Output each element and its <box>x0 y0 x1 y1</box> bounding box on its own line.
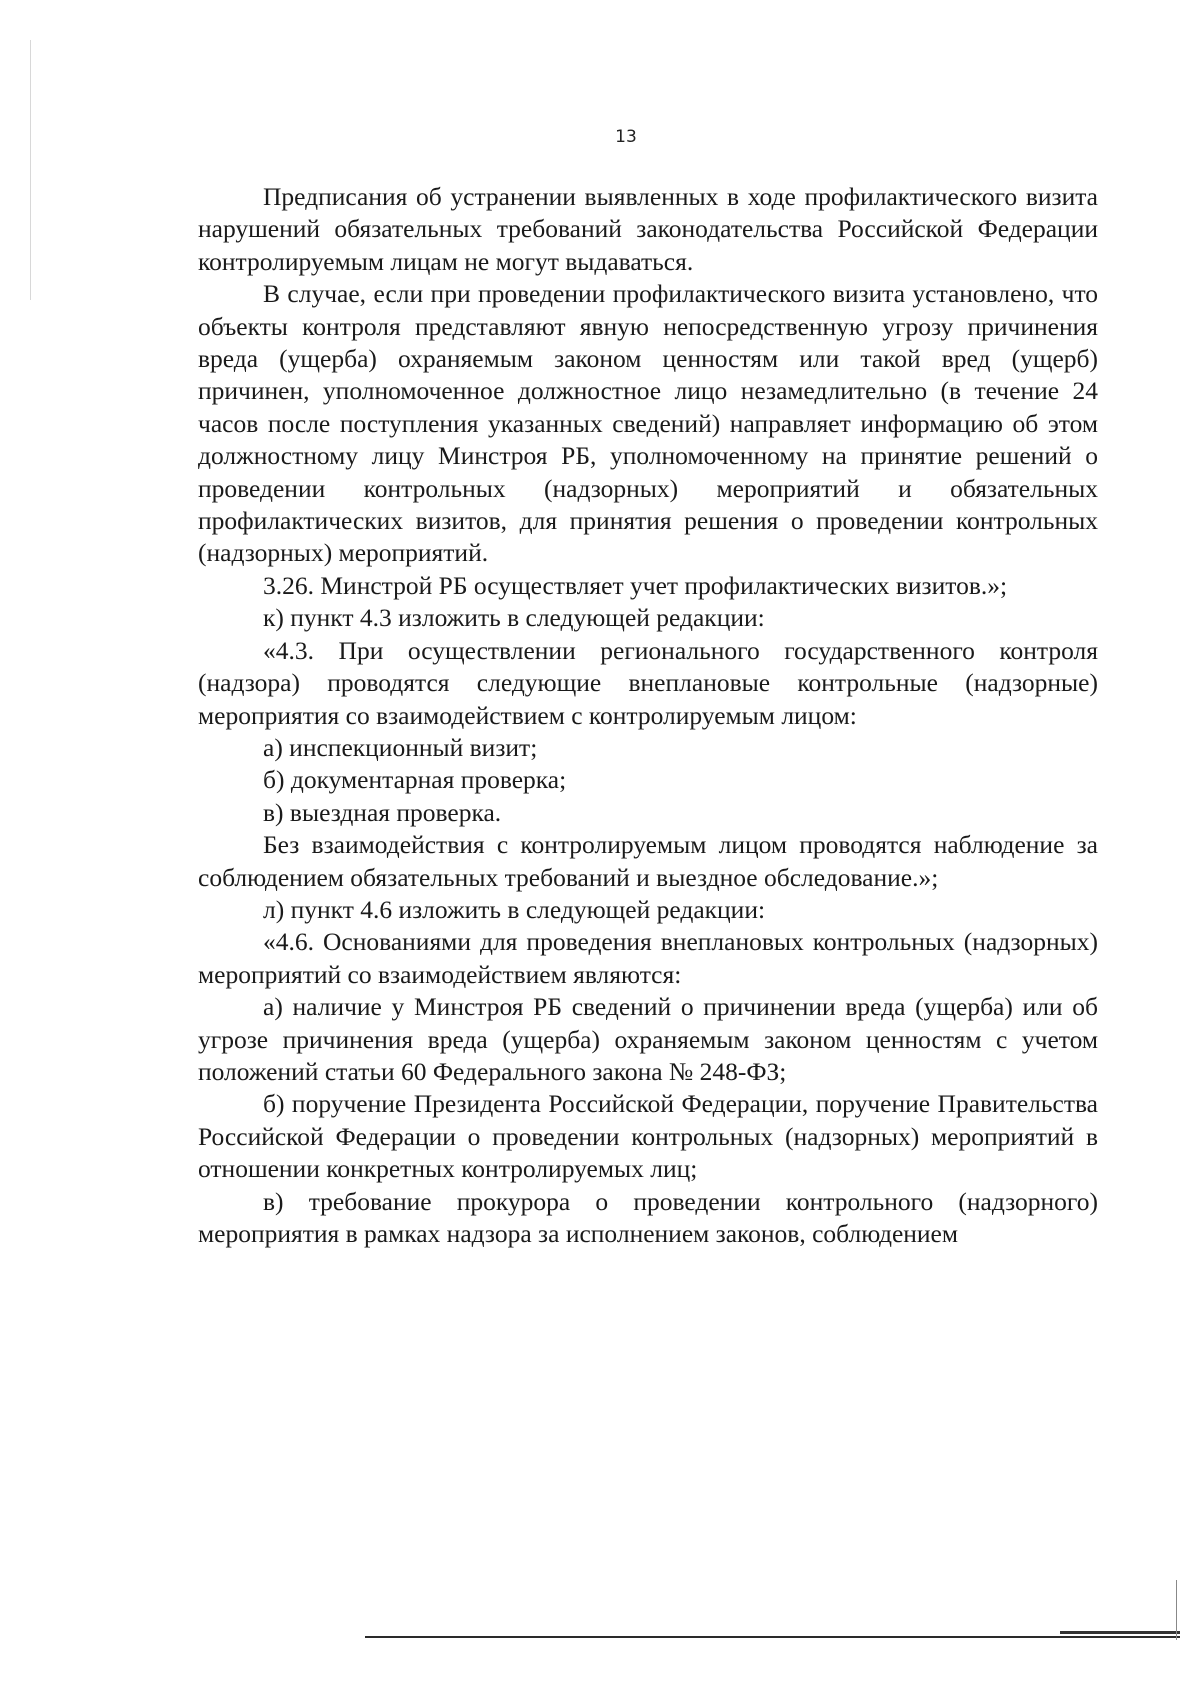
paragraph: Без взаимодействия с контролируемым лицом проводятся наблюдение за соблюдением обязательных требований и выездное обследование.»; <box>198 830 1098 892</box>
paragraph: л) пункт 4.6 изложить в следующей редакции: <box>263 894 766 924</box>
list-item: б) документарная проверка; <box>263 765 567 795</box>
document-body <box>198 181 1098 1250</box>
scan-artifact-bottom <box>365 1636 1180 1638</box>
list-item: в) выездная проверка. <box>263 797 502 827</box>
paragraph: к) пункт 4.3 изложить в следующей редакции: <box>263 603 765 633</box>
list-item: а) наличие у Минстроя РБ сведений о причинении вреда (ущерба) или об угрозе причинения вреда (ущерба) охраняемым законом ценностям с учетом положений статьи 60 Федерального закона № 248-ФЗ; <box>198 992 1098 1086</box>
paragraph: Предписания об устранении выявленных в ходе профилактического визита нарушений обязательных требований законодательства Российской Федерации контролируемым лицам не могут выдаваться. <box>198 182 1098 276</box>
paragraph: «4.3. При осуществлении регионального государственного контроля (надзора) проводятся следующие внеплановые контрольные (надзорные) мероприятия со взаимодействием с контролируемым лицом: <box>198 635 1098 730</box>
scan-artifact-bottom-thick <box>1060 1631 1180 1634</box>
paragraph: В случае, если при проведении профилактического визита установлено, что объекты контроля представляют явную непосредственную угрозу причинения вреда (ущерба) охраняемым законом ценностям или такой вред (ущерб) причинен, уполномоченное должностное лицо незамедлительно (в течение 24 часов после поступления указанных сведений) направляет информацию об этом должностному лицу Минстроя РБ, уполномоченному на принятие решений о проведении контрольных (надзорных) мероприятий и обязательных профилактических визитов, для принятия решения о проведении контрольных (надзорных) мероприятий. <box>198 279 1098 568</box>
paragraph: 3.26. Минстрой РБ осуществляет учет профилактических визитов.»; <box>263 570 1008 600</box>
page-number: 13 <box>615 127 637 147</box>
list-item: а) инспекционный визит; <box>263 732 538 762</box>
paragraph: «4.6. Основаниями для проведения внеплановых контрольных (надзорных) мероприятий со взаимодействием являются: <box>198 927 1098 989</box>
list-item: в) требование прокурора о проведении контрольного (надзорного) мероприятия в рамках надзора за исполнением законов, соблюдением <box>198 1186 1098 1248</box>
scan-artifact-left <box>30 40 31 300</box>
scan-artifact-right <box>1176 1580 1177 1640</box>
list-item: б) поручение Президента Российской Федерации, поручение Правительства Российской Федерации о проведении контрольных (надзорных) мероприятий в отношении конкретных контролируемых лиц; <box>198 1089 1098 1184</box>
